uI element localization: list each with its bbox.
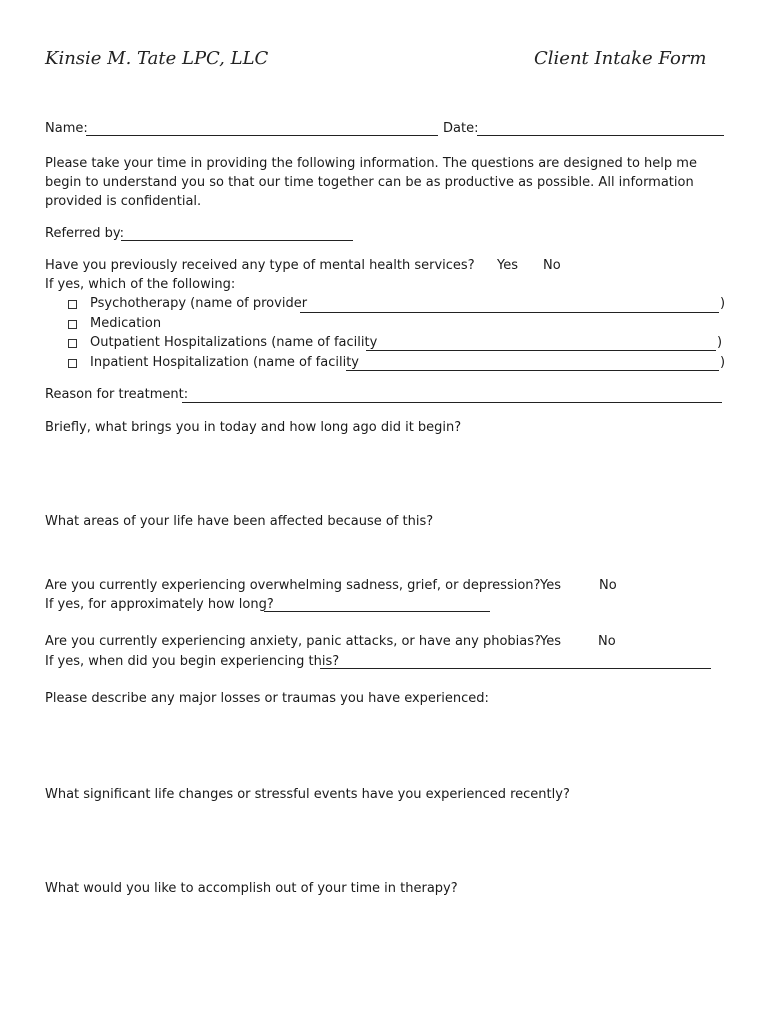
anxiety-onset-field[interactable]: [320, 668, 711, 669]
anxiety-followup: If yes, when did you begin experiencing this?: [45, 654, 340, 669]
reason-label: Reason for treatment:: [45, 387, 189, 402]
referred-by-label: Referred by:: [45, 226, 124, 241]
date-label: Date:: [443, 121, 479, 136]
life-changes-question: What significant life changes or stressful events have you experienced recently?: [45, 787, 570, 802]
anxiety-question: Are you currently experiencing anxiety, panic attacks, or have any phobias?: [45, 634, 541, 649]
outpatient-facility-field[interactable]: [366, 350, 716, 351]
psychotherapy-provider-field[interactable]: [300, 312, 719, 313]
areas-affected-question: What areas of your life have been affected because of this?: [45, 514, 434, 529]
accomplish-question: What would you like to accomplish out of your time in therapy?: [45, 881, 458, 896]
brings-you-question: Briefly, what brings you in today and how long ago did it begin?: [45, 420, 462, 435]
sadness-question: Are you currently experiencing overwhelming sadness, grief, or depression?: [45, 578, 541, 593]
outpatient-close: ): [717, 335, 723, 350]
psychotherapy-close: ): [720, 296, 726, 311]
name-field[interactable]: [86, 135, 438, 136]
medication-label: Medication: [90, 316, 162, 331]
mental-health-followup: If yes, which of the following:: [45, 277, 236, 292]
sadness-no[interactable]: No: [599, 578, 617, 593]
inpatient-label: Inpatient Hospitalization (name of facility: [90, 355, 359, 370]
inpatient-facility-field[interactable]: [346, 370, 719, 371]
outpatient-label: Outpatient Hospitalizations (name of facility: [90, 335, 378, 350]
sadness-yes[interactable]: Yes: [540, 578, 561, 593]
inpatient-checkbox[interactable]: [68, 359, 77, 368]
date-field[interactable]: [477, 135, 724, 136]
intro-paragraph: Please take your time in providing the following information. The questions are designed to help me begin to understand you so that our time together can be as productive as possible. All information provided is confidential.: [45, 156, 697, 209]
inpatient-close: ): [720, 355, 726, 370]
anxiety-no[interactable]: No: [598, 634, 616, 649]
outpatient-checkbox[interactable]: [68, 339, 77, 348]
medication-checkbox[interactable]: [68, 320, 77, 329]
mental-health-yes[interactable]: Yes: [497, 258, 518, 273]
sadness-followup: If yes, for approximately how long?: [45, 597, 274, 612]
losses-question: Please describe any major losses or traumas you have experienced:: [45, 691, 489, 706]
psychotherapy-checkbox[interactable]: [68, 300, 77, 309]
anxiety-yes[interactable]: Yes: [540, 634, 561, 649]
psychotherapy-label: Psychotherapy (name of provider: [90, 296, 308, 311]
referred-by-field[interactable]: [121, 240, 353, 241]
name-label: Name:: [45, 121, 88, 136]
mental-health-question: Have you previously received any type of mental health services?: [45, 258, 475, 273]
practice-name: Kinsie M. Tate LPC, LLC: [45, 48, 269, 69]
mental-health-no[interactable]: No: [543, 258, 561, 273]
sadness-duration-field[interactable]: [264, 611, 490, 612]
reason-field[interactable]: [182, 402, 722, 403]
form-title: Client Intake Form: [534, 48, 707, 69]
